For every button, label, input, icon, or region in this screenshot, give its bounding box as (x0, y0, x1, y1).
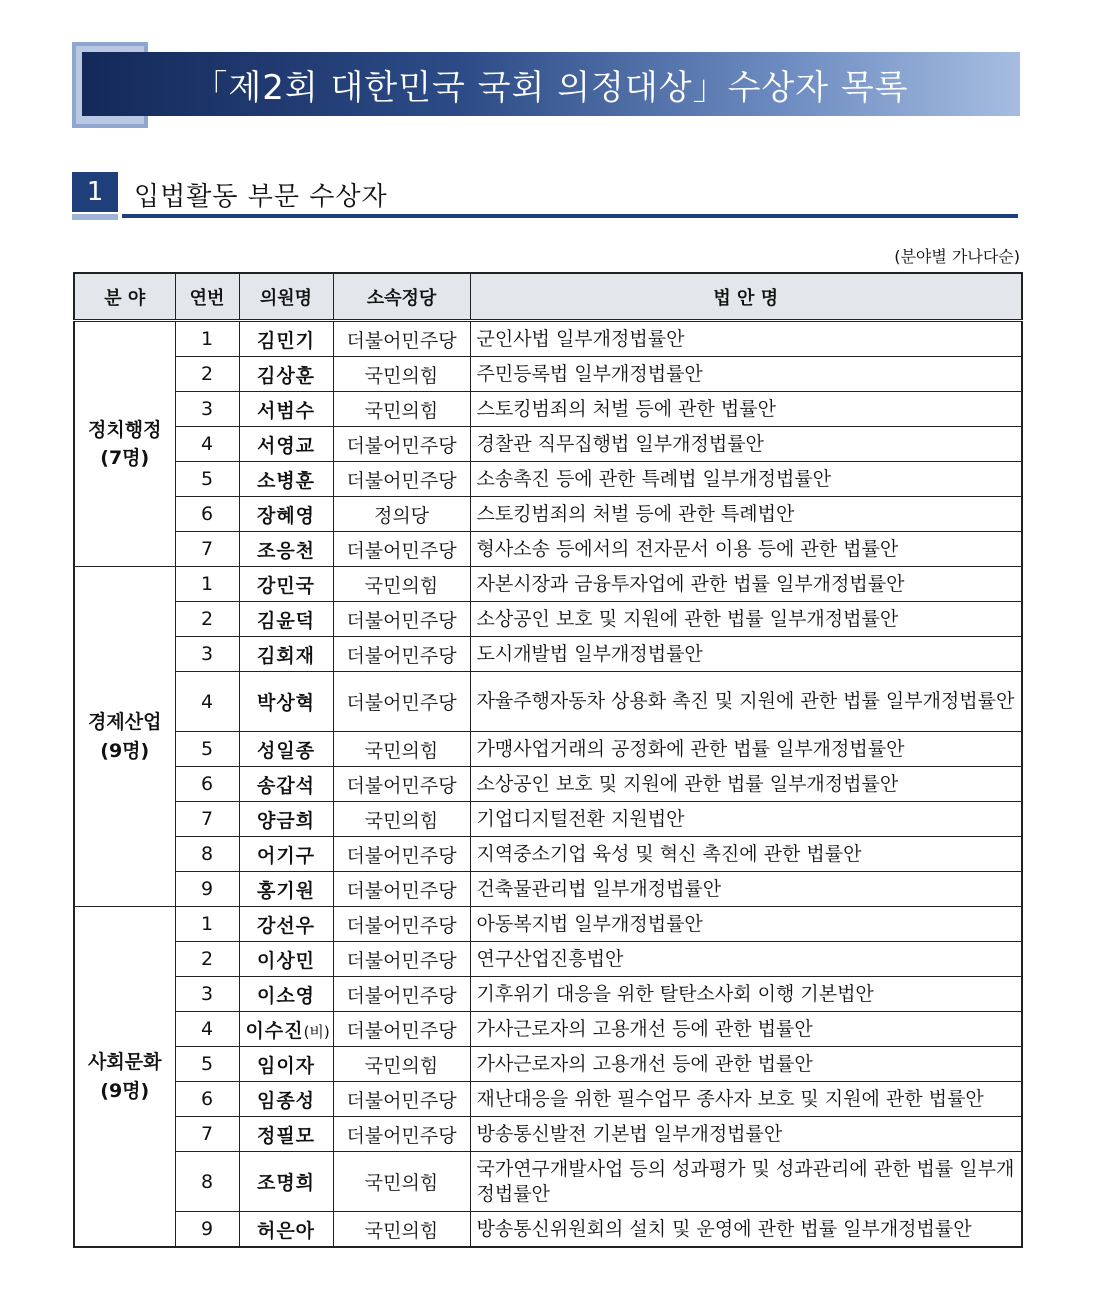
row-number: 6 (175, 497, 239, 532)
member-name: 김상훈 (256, 364, 316, 387)
member-name-cell (239, 497, 333, 532)
category-name: 경제산업 (88, 711, 162, 733)
bill-name: 지역중소기업 육성 및 혁신 촉진에 관한 법률안 (470, 837, 1022, 872)
party-name: 국민의힘 (333, 1047, 470, 1082)
member-name: 이상민 (256, 949, 316, 972)
member-name: 임종성 (256, 1089, 316, 1112)
row-number: 5 (175, 462, 239, 497)
member-name: 어기구 (256, 844, 316, 867)
member-name-cell (239, 872, 333, 907)
member-name: 송갑석 (256, 774, 316, 797)
member-name: 서영교 (256, 434, 316, 457)
member-name: 이소영 (256, 984, 316, 1007)
member-name-cell (239, 1082, 333, 1117)
bill-name: 방송통신위원회의 설치 및 운영에 관한 법률 일부개정법률안 (470, 1212, 1022, 1248)
category-name: 정치행정 (88, 418, 162, 441)
bill-name: 건축물관리법 일부개정법률안 (470, 872, 1022, 907)
member-name: 성일종 (256, 739, 316, 762)
title-banner (72, 42, 1020, 128)
table-row (74, 637, 1022, 672)
bill-name: 기업디지털전환 지원법안 (470, 802, 1022, 837)
table-header-row (74, 273, 1022, 321)
bill-name: 소상공인 보호 및 지원에 관한 법률 일부개정법률안 (470, 767, 1022, 802)
member-name: 김회재 (256, 644, 316, 667)
header-category: 분 야 (74, 273, 175, 321)
party-name: 국민의힘 (333, 802, 470, 837)
table-row (74, 977, 1022, 1012)
party-name: 더불어민주당 (333, 767, 470, 802)
member-name-cell (239, 532, 333, 567)
party-name: 국민의힘 (333, 567, 470, 602)
member-name-cell (239, 1152, 333, 1212)
section-rule (122, 214, 1018, 218)
member-name-cell (239, 357, 333, 392)
row-number: 6 (175, 1082, 239, 1117)
member-name-cell (239, 427, 333, 462)
category-cell (74, 321, 175, 567)
table-row (74, 532, 1022, 567)
table-row (74, 837, 1022, 872)
section-heading (72, 172, 1018, 222)
party-name: 더불어민주당 (333, 837, 470, 872)
member-name-cell (239, 802, 333, 837)
table-row (74, 942, 1022, 977)
party-name: 더불어민주당 (333, 532, 470, 567)
row-number: 8 (175, 1152, 239, 1212)
bill-name: 소상공인 보호 및 지원에 관한 법률 일부개정법률안 (470, 602, 1022, 637)
page-title: 「제2회 대한민국 국회 의정대상」수상자 목록 (193, 67, 909, 108)
party-name: 국민의힘 (333, 732, 470, 767)
table-row (74, 732, 1022, 767)
party-name: 더불어민주당 (333, 942, 470, 977)
party-name: 더불어민주당 (333, 1012, 470, 1047)
member-name: 홍기원 (256, 879, 316, 902)
member-name-cell (239, 1012, 333, 1047)
member-name-cell (239, 907, 333, 942)
party-name: 더불어민주당 (333, 872, 470, 907)
party-name: 더불어민주당 (333, 1117, 470, 1152)
table-row (74, 907, 1022, 942)
header-member-name: 의원명 (239, 273, 333, 321)
bill-name: 형사소송 등에서의 전자문서 이용 등에 관한 법률안 (470, 532, 1022, 567)
row-number: 3 (175, 637, 239, 672)
member-name: 김윤덕 (256, 609, 316, 632)
member-name: 허은아 (256, 1219, 316, 1242)
bill-name: 군인사법 일부개정법률안 (470, 321, 1022, 357)
sort-note: (분야별 가나다순) (894, 247, 1020, 266)
member-name: 조명희 (256, 1172, 316, 1194)
party-name: 더불어민주당 (333, 427, 470, 462)
section-title: 입법활동 부문 수상자 (134, 182, 388, 212)
bill-name: 재난대응을 위한 필수업무 종사자 보호 및 지원에 관한 법률안 (470, 1082, 1022, 1117)
table-row (74, 1152, 1022, 1212)
member-name-cell (239, 837, 333, 872)
category-count: (7명) (100, 447, 150, 469)
member-name-cell (239, 767, 333, 802)
bill-name: 아동복지법 일부개정법률안 (470, 907, 1022, 942)
member-name-cell (239, 637, 333, 672)
bill-name: 가맹사업거래의 공정화에 관한 법률 일부개정법률안 (470, 732, 1022, 767)
party-name: 더불어민주당 (333, 907, 470, 942)
table-row (74, 1082, 1022, 1117)
row-number: 7 (175, 1117, 239, 1152)
member-name-cell (239, 392, 333, 427)
member-name: 소병훈 (256, 469, 316, 492)
bill-name: 소송촉진 등에 관한 특례법 일부개정법률안 (470, 462, 1022, 497)
member-name-cell (239, 462, 333, 497)
awardee-table (73, 272, 1023, 1248)
row-number: 7 (175, 802, 239, 837)
row-number: 1 (175, 321, 239, 357)
party-name: 더불어민주당 (333, 602, 470, 637)
row-number: 3 (175, 392, 239, 427)
table-row (74, 672, 1022, 732)
category-name: 사회문화 (88, 1051, 162, 1073)
member-name-cell (239, 567, 333, 602)
row-number: 4 (175, 1012, 239, 1047)
member-name: 김민기 (256, 329, 316, 352)
member-name: 강선우 (256, 914, 316, 937)
member-name-cell (239, 602, 333, 637)
member-name-cell (239, 321, 333, 357)
member-name-note: (비) (303, 1022, 330, 1041)
table-row (74, 462, 1022, 497)
row-number: 9 (175, 1212, 239, 1248)
title-bar (82, 52, 1020, 116)
bill-name: 스토킹범죄의 처벌 등에 관한 특례법안 (470, 497, 1022, 532)
table-row (74, 357, 1022, 392)
party-name: 국민의힘 (333, 1152, 470, 1212)
row-number: 6 (175, 767, 239, 802)
bill-name: 주민등록법 일부개정법률안 (470, 357, 1022, 392)
party-name: 국민의힘 (333, 1212, 470, 1248)
bill-name: 가사근로자의 고용개선 등에 관한 법률안 (470, 1012, 1022, 1047)
row-number: 7 (175, 532, 239, 567)
member-name: 임이자 (256, 1054, 316, 1077)
table-row (74, 392, 1022, 427)
category-cell (74, 907, 175, 1248)
header-number: 연번 (175, 273, 239, 321)
bill-name: 자본시장과 금융투자업에 관한 법률 일부개정법률안 (470, 567, 1022, 602)
member-name: 이수진 (245, 1019, 304, 1042)
table-row (74, 1212, 1022, 1248)
member-name-cell (239, 942, 333, 977)
table-row (74, 802, 1022, 837)
member-name-cell (239, 672, 333, 732)
category-cell (74, 567, 175, 907)
row-number: 2 (175, 942, 239, 977)
table-row (74, 321, 1022, 357)
bill-name: 도시개발법 일부개정법률안 (470, 637, 1022, 672)
member-name: 서범수 (256, 399, 316, 422)
table-row (74, 497, 1022, 532)
member-name-cell (239, 977, 333, 1012)
row-number: 1 (175, 567, 239, 602)
bill-name: 연구산업진흥법안 (470, 942, 1022, 977)
bill-name: 경찰관 직무집행법 일부개정법률안 (470, 427, 1022, 462)
member-name-cell (239, 1212, 333, 1248)
row-number: 4 (175, 427, 239, 462)
party-name: 국민의힘 (333, 357, 470, 392)
bill-name: 방송통신발전 기본법 일부개정법률안 (470, 1117, 1022, 1152)
table-row (74, 767, 1022, 802)
category-count: (9명) (100, 1079, 150, 1102)
table-row (74, 872, 1022, 907)
party-name: 더불어민주당 (333, 462, 470, 497)
table-row (74, 1012, 1022, 1047)
party-name: 국민의힘 (333, 392, 470, 427)
row-number: 2 (175, 357, 239, 392)
row-number: 4 (175, 672, 239, 732)
row-number: 9 (175, 872, 239, 907)
row-number: 5 (175, 732, 239, 767)
header-party: 소속정당 (333, 273, 470, 321)
member-name-cell (239, 1047, 333, 1082)
bill-name: 스토킹범죄의 처벌 등에 관한 법률안 (470, 392, 1022, 427)
member-name-cell (239, 1117, 333, 1152)
row-number: 1 (175, 907, 239, 942)
bill-name: 가사근로자의 고용개선 등에 관한 법률안 (470, 1047, 1022, 1082)
member-name: 정필모 (256, 1124, 316, 1147)
bill-name: 기후위기 대응을 위한 탈탄소사회 이행 기본법안 (470, 977, 1022, 1012)
member-name: 박상혁 (256, 692, 316, 714)
member-name: 양금희 (256, 809, 316, 832)
bill-name: 국가연구개발사업 등의 성과평가 및 성과관리에 관한 법률 일부개정법률안 (470, 1152, 1022, 1212)
row-number: 8 (175, 837, 239, 872)
party-name: 더불어민주당 (333, 637, 470, 672)
table-row (74, 427, 1022, 462)
party-name: 더불어민주당 (333, 1082, 470, 1117)
table-row (74, 1047, 1022, 1082)
row-number: 5 (175, 1047, 239, 1082)
table-row (74, 567, 1022, 602)
table-row (74, 602, 1022, 637)
party-name: 정의당 (333, 497, 470, 532)
header-bill-name: 법 안 명 (470, 273, 1022, 321)
member-name: 조응천 (256, 539, 316, 562)
category-count: (9명) (100, 739, 150, 762)
section-number: 1 (72, 172, 118, 212)
party-name: 더불어민주당 (333, 977, 470, 1012)
member-name-cell (239, 732, 333, 767)
party-name: 더불어민주당 (333, 321, 470, 357)
row-number: 3 (175, 977, 239, 1012)
bill-name: 자율주행자동차 상용화 촉진 및 지원에 관한 법률 일부개정법률안 (470, 672, 1022, 732)
table-body (74, 321, 1022, 1248)
member-name: 강민국 (256, 574, 316, 597)
table-row (74, 1117, 1022, 1152)
member-name: 장혜영 (256, 504, 316, 527)
party-name: 더불어민주당 (333, 672, 470, 732)
row-number: 2 (175, 602, 239, 637)
